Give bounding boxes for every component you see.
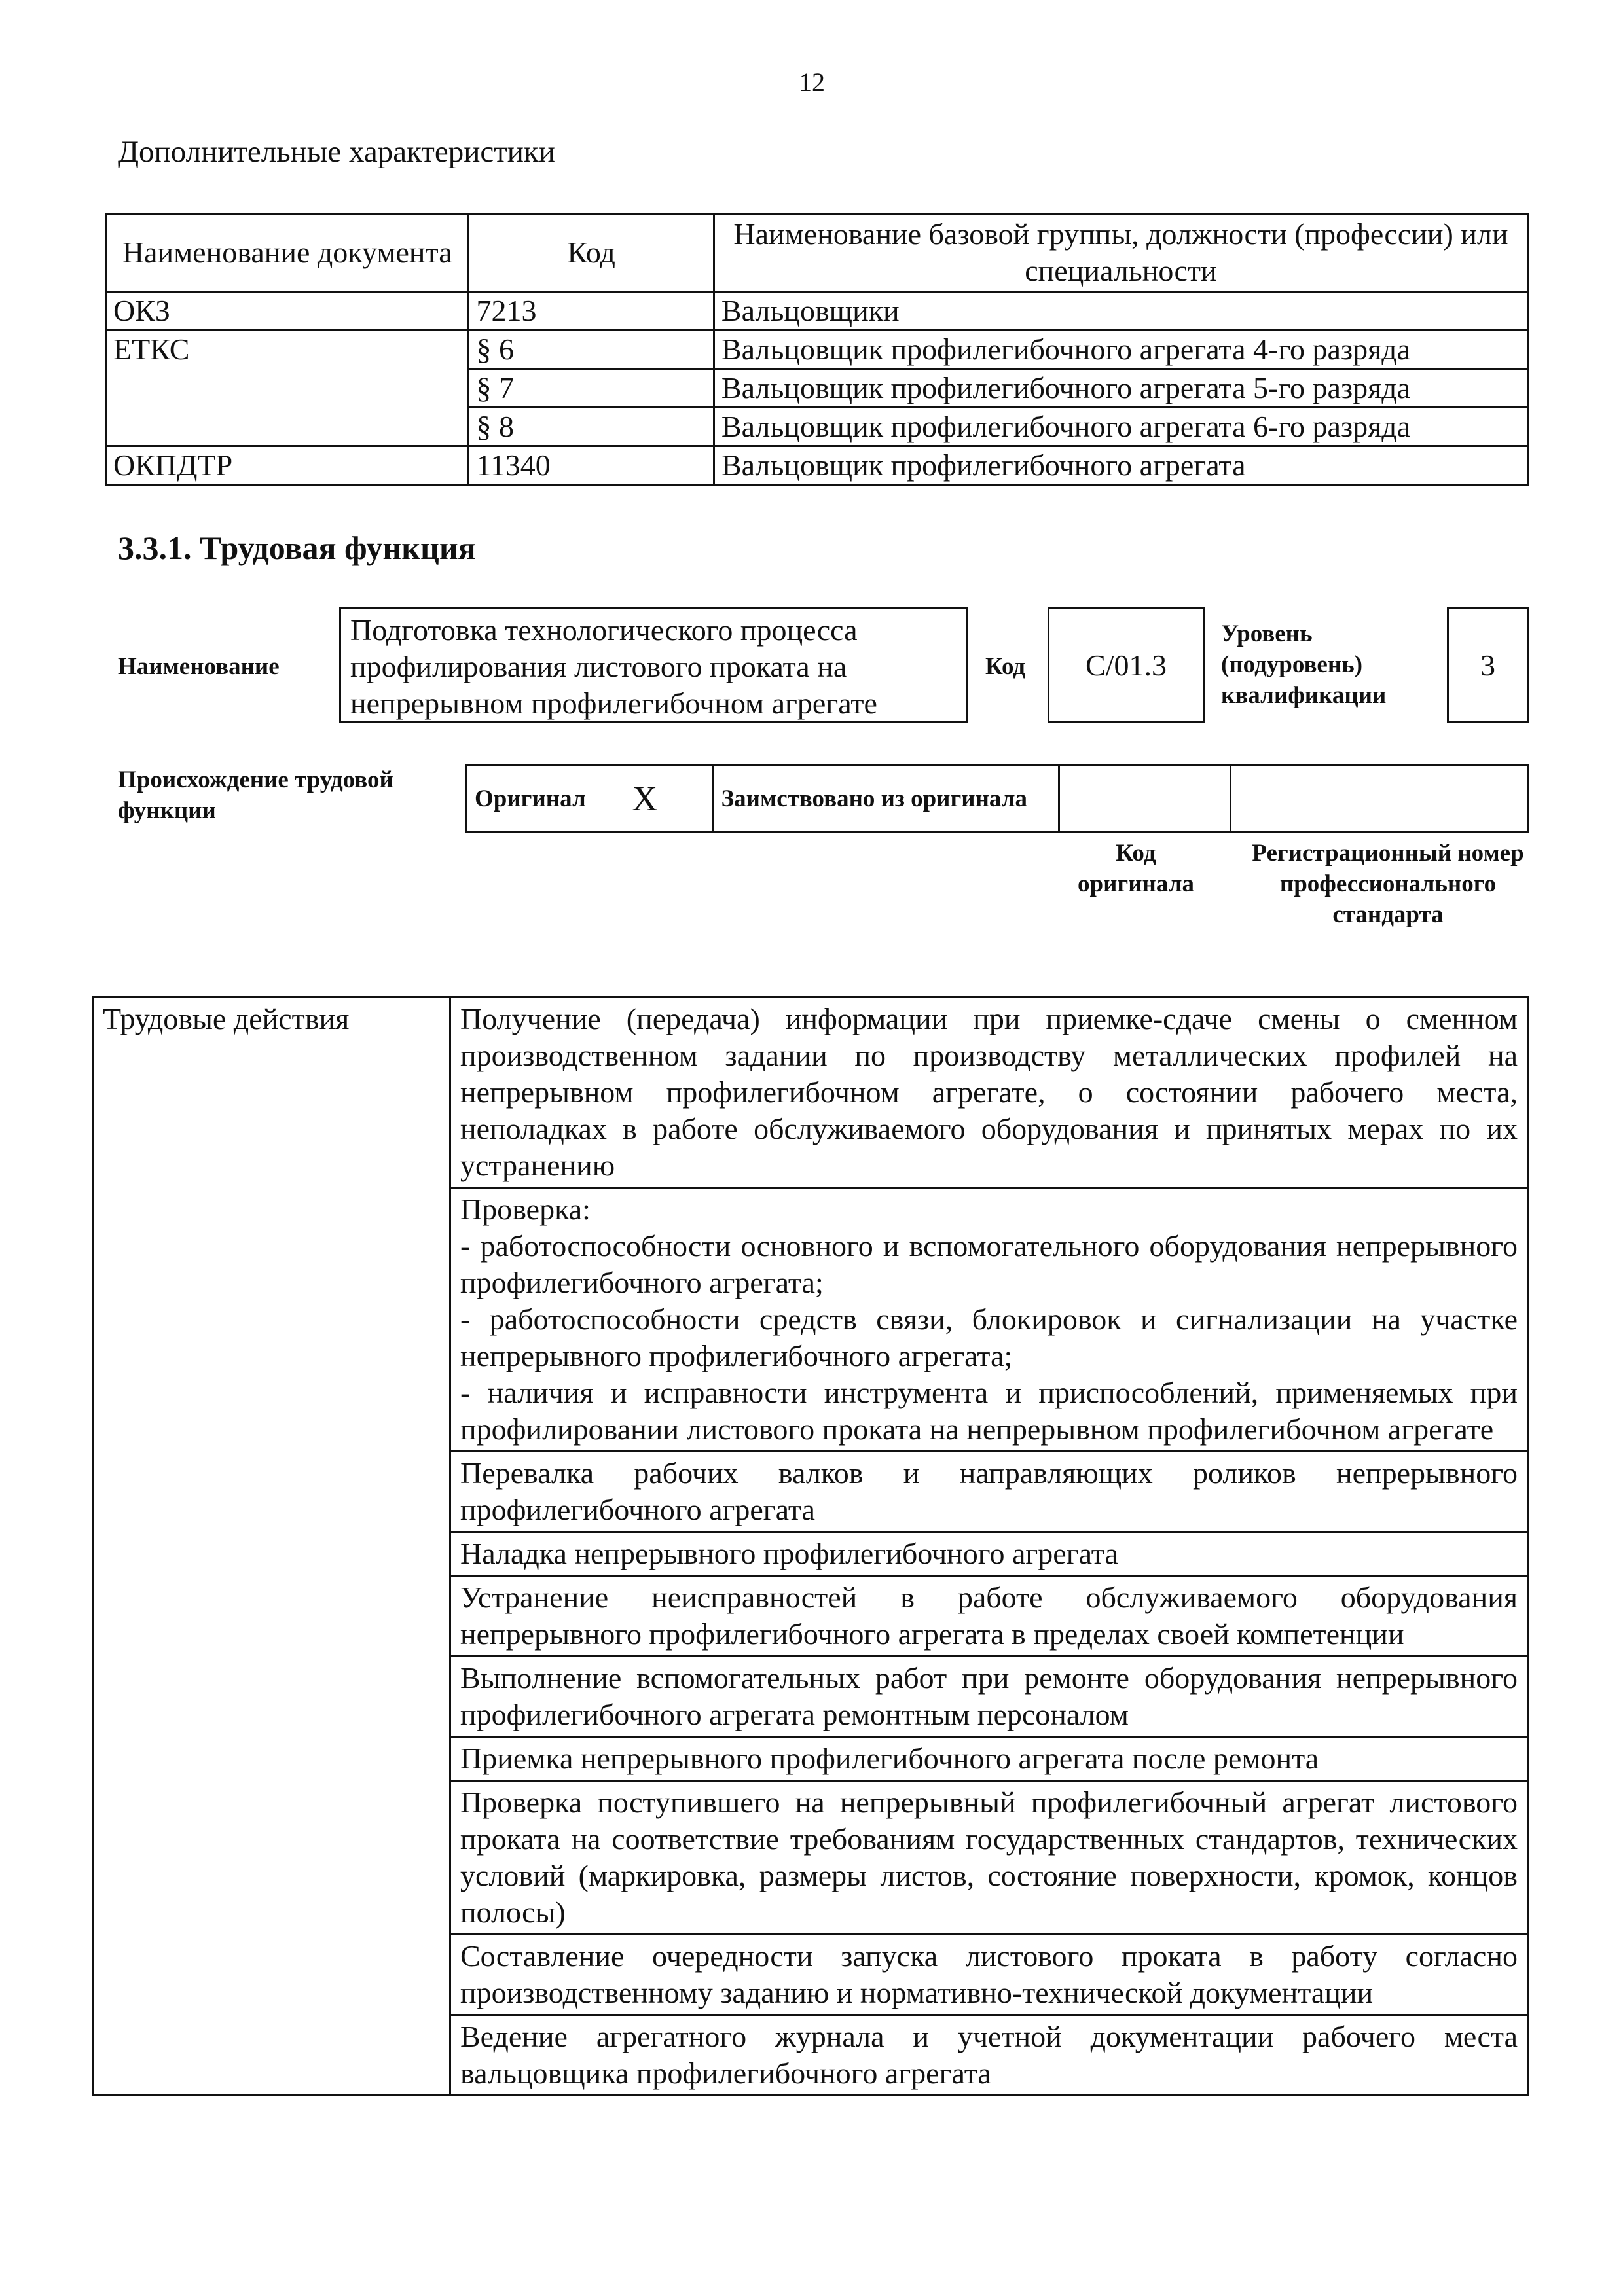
level-label: Уровень (подуровень) квалификации <box>1221 620 1387 709</box>
action-cell <box>450 1188 1528 1452</box>
action-cell: Получение (передача) информации при приемке-сдаче смены о сменном производственном задании по производству металлических профилей на непрерывном профилегибочном агрегате, о состоянии рабочего места, неполадках в работе обслуживаемого оборудования и принятых мерах по их устранению <box>450 997 1528 1188</box>
function-code-box: С/01.3 <box>1048 607 1205 723</box>
action-cell: Выполнение вспомогательных работ при ремонте оборудования непрерывного профилегибочного агрегата ремонтным персоналом <box>450 1657 1528 1737</box>
action-cell: Ведение агрегатного журнала и учетной документации рабочего места вальцовщика профилегибочного агрегата <box>450 2015 1528 2096</box>
action-cell: Составление очередности запуска листового проката в работу согласно производственному заданию и нормативно-технической документации <box>450 1935 1528 2015</box>
action-line: - работоспособности основного и вспомогательного оборудования непрерывного профилегибочного агрегата; <box>460 1229 1518 1299</box>
header-code: Код <box>469 214 714 292</box>
name-label: Наименование <box>118 653 280 680</box>
cell-code: 11340 <box>469 446 714 485</box>
origin-row <box>466 766 1528 832</box>
cell-doc: ОКПДТР <box>106 446 469 485</box>
original-code-cell <box>1059 766 1230 832</box>
page-number: 12 <box>799 67 825 97</box>
action-line: Проверка: <box>460 1193 591 1226</box>
action-cell: Приемка непрерывного профилегибочного агрегата после ремонта <box>450 1737 1528 1781</box>
function-title: 3.3.1. Трудовая функция <box>118 529 476 566</box>
labor-actions-label: Трудовые действия <box>93 997 450 2096</box>
cell-doc: ОКЗ <box>106 292 469 331</box>
table-row <box>106 446 1528 485</box>
cell-name: Вальцовщики <box>714 292 1527 331</box>
registration-number-cell <box>1231 766 1528 832</box>
additional-characteristics-table <box>105 213 1529 486</box>
caption-registration-number: Регистрационный номер профессионального стандарта <box>1252 840 1524 928</box>
labor-actions-table <box>92 996 1529 2096</box>
cell-code: § 7 <box>469 369 714 408</box>
function-name-box: Подготовка технологического процесса профилирования листового проката на непрерывном профилегибочном агрегате <box>339 607 968 723</box>
caption-original-code: Код оригинала <box>1078 840 1194 897</box>
cell-name: Вальцовщик профилегибочного агрегата 4-го разряда <box>714 331 1527 369</box>
table-header-row <box>106 214 1528 292</box>
cell-name: Вальцовщик профилегибочного агрегата 5-го разряда <box>714 369 1527 408</box>
cell-name: Вальцовщик профилегибочного агрегата 6-го разряда <box>714 408 1527 446</box>
section-heading: Дополнительные характеристики <box>118 135 555 169</box>
table-row <box>106 331 1528 369</box>
table-row <box>106 292 1528 331</box>
origin-table <box>465 764 1529 833</box>
action-line: - работоспособности средств связи, блокировок и сигнализации на участке непрерывного профилегибочного агрегата; <box>460 1302 1518 1372</box>
level-value-box: 3 <box>1447 607 1529 723</box>
action-cell: Перевалка рабочих валков и направляющих роликов непрерывного профилегибочного агрегата <box>450 1452 1528 1532</box>
action-cell: Проверка поступившего на непрерывный профилегибочный агрегат листового проката на соответствие требованиям государственных стандартов, технических условий (маркировка, размеры листов, состояние поверхности, кромок, концов полосы) <box>450 1781 1528 1935</box>
code-label: Код <box>985 653 1026 680</box>
cell-name: Вальцовщик профилегибочного агрегата <box>714 446 1527 485</box>
cell-doc: ЕТКС <box>106 331 469 446</box>
cell-code: 7213 <box>469 292 714 331</box>
original-cell: Оригинал <box>466 766 625 832</box>
origin-label: Происхождение трудовой функции <box>118 766 393 824</box>
original-mark: X <box>624 766 712 832</box>
cell-code: § 6 <box>469 331 714 369</box>
action-cell: Наладка непрерывного профилегибочного агрегата <box>450 1532 1528 1576</box>
action-line: - наличия и исправности инструмента и приспособлений, применяемых при профилировании листового проката на непрерывном профилегибочном агрегате <box>460 1376 1518 1446</box>
header-name: Наименование базовой группы, должности (профессии) или специальности <box>714 214 1527 292</box>
cell-code: § 8 <box>469 408 714 446</box>
borrowed-cell: Заимствовано из оригинала <box>712 766 1059 832</box>
header-doc: Наименование документа <box>106 214 469 292</box>
action-cell: Устранение неисправностей в работе обслуживаемого оборудования непрерывного профилегибочного агрегата в пределах своей компетенции <box>450 1576 1528 1657</box>
table-row <box>93 997 1528 1188</box>
